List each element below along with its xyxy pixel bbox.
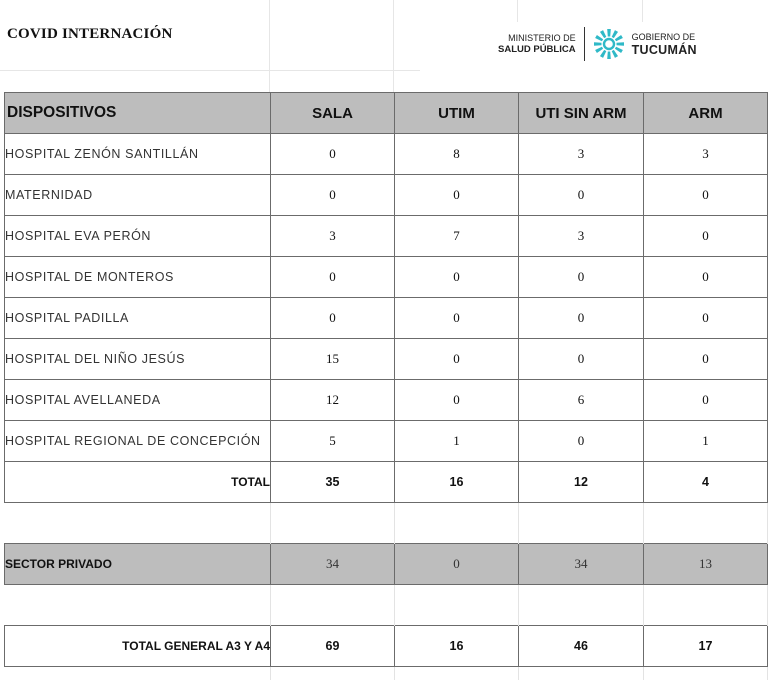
- sala-cell: 12: [271, 380, 395, 421]
- uti-sin-arm-cell: 3: [519, 134, 644, 175]
- sector-privado-row-sala: 34: [271, 544, 395, 585]
- total-general-row-label: TOTAL GENERAL A3 Y A4: [5, 626, 271, 667]
- spacer-cell: [519, 503, 644, 544]
- total-row-sala: 35: [271, 462, 395, 503]
- column-header-uti-sin-arm: UTI SIN ARM: [519, 93, 644, 134]
- column-header-utim: UTIM: [395, 93, 519, 134]
- spacer-cell: [271, 585, 395, 626]
- total-general-row-uti-sin-arm: 46: [519, 626, 644, 667]
- spacer-cell: [5, 667, 271, 680]
- utim-cell: 1: [395, 421, 519, 462]
- arm-cell: 0: [644, 175, 768, 216]
- sala-cell: 0: [271, 257, 395, 298]
- sector-privado-row: [5, 544, 768, 585]
- spacer-cell: [644, 585, 768, 626]
- sector-privado-row-uti-sin-arm: 34: [519, 544, 644, 585]
- sala-cell: 0: [271, 298, 395, 339]
- arm-cell: 0: [644, 298, 768, 339]
- total-row-uti-sin-arm: 12: [519, 462, 644, 503]
- sala-cell: 5: [271, 421, 395, 462]
- spacer-cell: [644, 503, 768, 544]
- hospital-name-cell: MATERNIDAD: [5, 175, 271, 216]
- arm-cell: 0: [644, 380, 768, 421]
- spacer-cell: [395, 585, 519, 626]
- logo-divider: [584, 27, 585, 61]
- spacer-cell: [5, 585, 271, 626]
- uti-sin-arm-cell: 0: [519, 175, 644, 216]
- government-name: GOBIERNO DE TUCUMÁN: [631, 31, 697, 57]
- total-row: [5, 462, 768, 503]
- spacer-row: [5, 585, 768, 626]
- column-header-dispositivos: DISPOSITIVOS: [5, 93, 271, 134]
- hospital-name-cell: HOSPITAL AVELLANEDA: [5, 380, 271, 421]
- arm-cell: 3: [644, 134, 768, 175]
- hospital-name-cell: HOSPITAL EVA PERÓN: [5, 216, 271, 257]
- internacion-table: [4, 92, 768, 680]
- government-logo: [498, 24, 697, 64]
- sala-cell: 15: [271, 339, 395, 380]
- hospital-name-cell: HOSPITAL ZENÓN SANTILLÁN: [5, 134, 271, 175]
- spacer-row: [5, 503, 768, 544]
- spacer-cell: [271, 667, 395, 680]
- sector-privado-row-utim: 0: [395, 544, 519, 585]
- spacer-cell: [395, 667, 519, 680]
- table-tail-row: [5, 667, 768, 680]
- table-row: [5, 298, 768, 339]
- utim-cell: 8: [395, 134, 519, 175]
- sala-cell: 0: [271, 175, 395, 216]
- spacer-cell: [644, 667, 768, 680]
- arm-cell: 0: [644, 216, 768, 257]
- uti-sin-arm-cell: 0: [519, 298, 644, 339]
- sala-cell: 0: [271, 134, 395, 175]
- table-row: [5, 134, 768, 175]
- column-header-sala: SALA: [271, 93, 395, 134]
- tucuman-sun-icon: [591, 26, 627, 62]
- spacer-cell: [519, 667, 644, 680]
- column-header-arm: ARM: [644, 93, 768, 134]
- arm-cell: 0: [644, 257, 768, 298]
- total-row-utim: 16: [395, 462, 519, 503]
- table-header-row: [5, 93, 768, 134]
- hospital-name-cell: HOSPITAL DEL NIÑO JESÚS: [5, 339, 271, 380]
- spacer-cell: [519, 585, 644, 626]
- utim-cell: 0: [395, 380, 519, 421]
- table-row: [5, 216, 768, 257]
- utim-cell: 0: [395, 257, 519, 298]
- spacer-cell: [5, 503, 271, 544]
- utim-cell: 0: [395, 298, 519, 339]
- spacer-cell: [271, 503, 395, 544]
- ministry-name: MINISTERIO DE SALUD PÚBLICA: [498, 33, 576, 55]
- total-general-row-utim: 16: [395, 626, 519, 667]
- utim-cell: 0: [395, 339, 519, 380]
- uti-sin-arm-cell: 0: [519, 339, 644, 380]
- utim-cell: 0: [395, 175, 519, 216]
- arm-cell: 0: [644, 339, 768, 380]
- table-row: [5, 380, 768, 421]
- table-row: [5, 257, 768, 298]
- uti-sin-arm-cell: 0: [519, 257, 644, 298]
- table-row: [5, 339, 768, 380]
- arm-cell: 1: [644, 421, 768, 462]
- table-row: [5, 175, 768, 216]
- utim-cell: 7: [395, 216, 519, 257]
- uti-sin-arm-cell: 6: [519, 380, 644, 421]
- hospital-name-cell: HOSPITAL DE MONTEROS: [5, 257, 271, 298]
- page-title: COVID INTERNACIÓN: [7, 26, 173, 42]
- hospital-name-cell: HOSPITAL PADILLA: [5, 298, 271, 339]
- sector-privado-row-label: SECTOR PRIVADO: [5, 544, 271, 585]
- total-general-row-sala: 69: [271, 626, 395, 667]
- total-row-arm: 4: [644, 462, 768, 503]
- hospital-name-cell: HOSPITAL REGIONAL DE CONCEPCIÓN: [5, 421, 271, 462]
- total-general-row: [5, 626, 768, 667]
- total-row-label: TOTAL: [5, 462, 271, 503]
- table-row: [5, 421, 768, 462]
- spacer-cell: [395, 503, 519, 544]
- uti-sin-arm-cell: 3: [519, 216, 644, 257]
- sala-cell: 3: [271, 216, 395, 257]
- sector-privado-row-arm: 13: [644, 544, 768, 585]
- uti-sin-arm-cell: 0: [519, 421, 644, 462]
- total-general-row-arm: 17: [644, 626, 768, 667]
